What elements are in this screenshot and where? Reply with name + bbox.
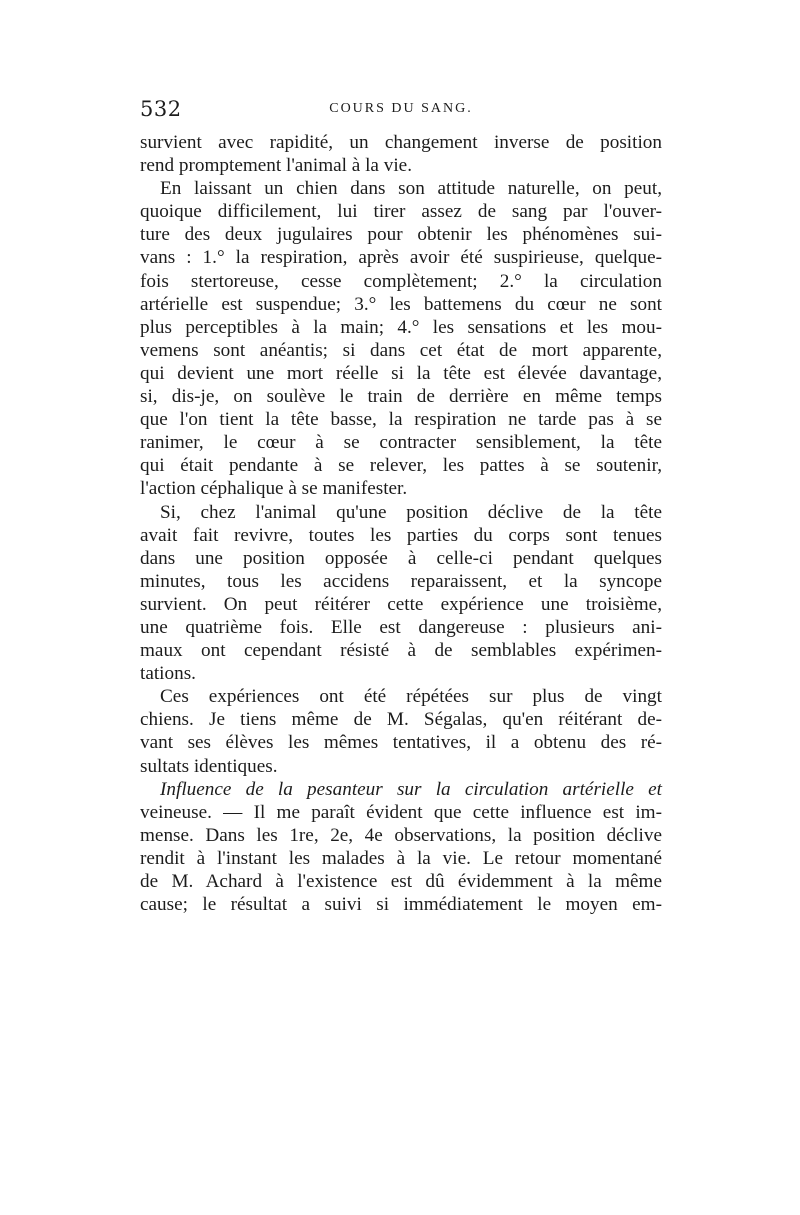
text-line: sultats identiques. <box>140 755 278 777</box>
text-line: quoique difficilement, lui tirer assez de sang par l'ouver- <box>140 201 662 223</box>
text-line: ture des deux jugulaires pour obtenir les phénomènes sui- <box>140 224 662 246</box>
text-line: que l'on tient la tête basse, la respiration ne tarde pas à se <box>140 409 662 431</box>
text-line: veineuse. — Il me paraît évident que cette influence est im- <box>140 801 662 823</box>
running-title: COURS DU SANG. <box>329 101 473 116</box>
text-line: artérielle est suspendue; 3.° les battemens du cœur ne sont <box>140 293 662 315</box>
text-line: ranimer, le cœur à se contracter sensiblement, la tête <box>140 432 662 454</box>
text-line: dans une position opposée à celle-ci pendant quelques <box>140 547 662 569</box>
text-line: maux ont cependant résisté à de semblables expérimen- <box>140 640 662 662</box>
text-line: vans : 1.° la respiration, après avoir été suspirieuse, quelque- <box>140 247 662 269</box>
text-line: survient avec rapidité, un changement inverse de position <box>140 132 662 153</box>
text-line: de M. Achard à l'existence est dû évidemment à la même <box>140 871 662 892</box>
text-line: vant ses élèves les mêmes tentatives, il a obtenu des ré- <box>140 732 662 754</box>
text-line: l'action céphalique à se manifester. <box>140 478 408 500</box>
text-line: minutes, tous les accidens reparaissent, et la syncope <box>140 570 662 592</box>
text-line: qui était pendante à se relever, les pattes à se soutenir, <box>140 455 662 477</box>
text-line <box>140 316 662 339</box>
text-line: cause; le résultat a suivi si immédiatement le moyen em- <box>140 894 662 916</box>
text-line: avait fait revivre, toutes les parties du corps sont tenues <box>140 524 662 546</box>
text-line: qui devient une mort réelle si la tête est élevée davantage, <box>140 362 662 384</box>
text-line: chiens. Je tiens même de M. Ségalas, qu'en réitérant de- <box>140 709 662 731</box>
text-line: Ces expériences ont été répétées sur plus de vingt <box>160 686 662 708</box>
section-heading-line: Influence de la pesanteur sur la circulation artérielle et <box>160 778 662 800</box>
text-line: fois stertoreuse, cesse complètement; 2.° la circulation <box>140 270 662 292</box>
text-line: survient. On peut réitérer cette expérience une troisième, <box>140 593 662 615</box>
text-line: une quatrième fois. Elle est dangereuse : plusieurs ani- <box>140 616 662 638</box>
text-line-segment: plus perceptibles à la main; 4.° les sensations et les mou- <box>140 316 662 338</box>
page-number: 532 <box>140 97 182 121</box>
text-line: Si, chez l'animal qu'une position déclive de la tête <box>160 501 662 523</box>
text-line: rend promptement l'animal à la vie. <box>140 155 412 177</box>
text-line: vemens sont anéantis; si dans cet état de mort apparente, <box>140 339 662 361</box>
running-head <box>140 97 662 125</box>
text-line: rendit à l'instant les malades à la vie. Le retour momentané <box>140 847 662 869</box>
text-line: mense. Dans les 1re, 2e, 4e observations, la position déclive <box>140 824 662 846</box>
body-text <box>140 131 662 916</box>
text-line: si, dis-je, on soulève le train de derrière en même temps <box>140 386 662 408</box>
text-line: tations. <box>140 663 196 685</box>
text-line: En laissant un chien dans son attitude naturelle, on peut, <box>160 178 662 200</box>
